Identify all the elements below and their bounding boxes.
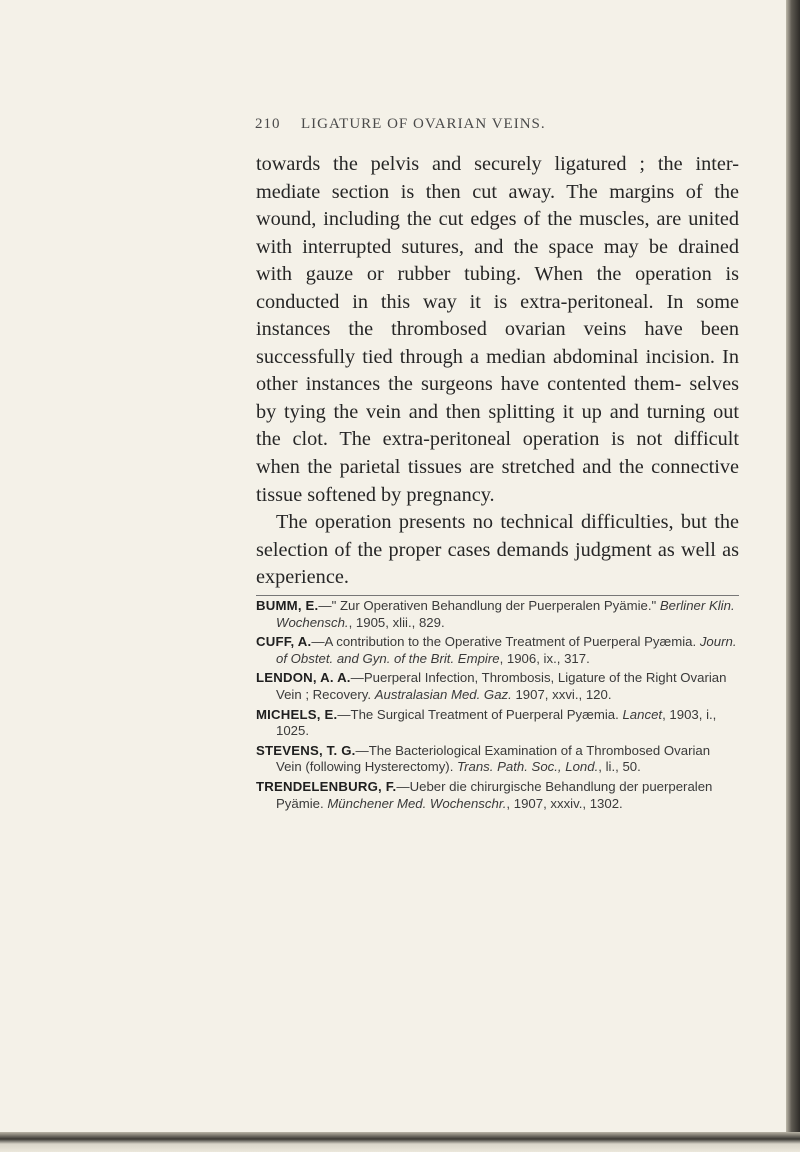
reference-text: —Puerperal Infection, Thrombosis, Ligature of the Right Ovarian Vein ; Recovery. [276,670,727,702]
reference-details: , 1906, ix., 317. [499,650,590,666]
reference-details: , 1903, i., 1025. [276,706,717,739]
reference-author: TRENDELENBURG, F. [256,778,397,794]
reference-author: MICHELS, E. [256,706,338,722]
reference-text: —Ueber die chirurgische Behandlung der puerperalen Pyämie. [276,778,713,811]
reference-text: —A contribution to the Operative Treatment of Puerperal Pyæmia. [311,634,700,650]
reference-journal: Münchener Med. Wochenschr. [327,795,507,811]
section-divider [256,595,739,596]
reference-item [256,598,739,631]
paragraph: towards the pelvis and securely ligatured ; the inter- mediate section is then cut away. The margins of the wound, including the cut edges of the muscles, are united with interrupted sutures, and the space may be drained with gauze or rubber tubing. When the operation is conducted in this way it is extra-peritoneal. In some instances the thrombosed ovarian veins have been successfully tied through a median abdominal incision. In other instances the surgeons have contented them- selves by tying the vein and then splitting it up and turning out the clot. The extra-peritoneal operation is not difficult when the parietal tissues are stretched and the connective tissue softened by pregnancy. [256,153,739,506]
reference-journal: Trans. Path. Soc., Lond. [457,759,599,775]
reference-journal: Berliner Klin. Wochensch. [276,598,735,630]
reference-journal: Lancet [622,706,663,722]
reference-author: LENDON, A. A. [256,670,351,686]
reference-details: , 1905, xlii., 829. [348,614,445,630]
reference-details: , 1907, xxxiv., 1302. [506,795,623,811]
reference-item [256,670,739,703]
reference-details: , li., 50. [598,759,641,775]
reference-author: STEVENS, T. G. [256,742,356,758]
running-title: LIGATURE OF OVARIAN VEINS. [301,116,546,132]
references-list [256,598,739,815]
reference-author: BUMM, E. [256,598,319,613]
paragraph: The operation presents no technical difficulties, but the selection of the proper cases demands judgment as well as experience. [256,511,739,589]
reference-item [256,743,739,776]
reference-text: —The Bacteriological Examination of a Thrombosed Ovarian Vein (following Hysterectomy). [276,742,711,775]
page-bottom-edge [0,1132,800,1152]
page-header [0,116,786,140]
reference-item [256,779,739,812]
reference-text: —The Surgical Treatment of Puerperal Pyæmia. [337,706,623,722]
reference-author: CUFF, A. [256,634,312,650]
reference-item [256,707,739,740]
reference-journal: Journ. of Obstet. and Gyn. of the Brit. Empire [276,634,737,666]
body-text [256,151,739,592]
reference-text: —" Zur Operativen Behandlung der Puerperalen Pyämie." [318,598,660,613]
page-number: 210 [255,116,281,132]
reference-details: 1907, xxvi., 120. [511,686,612,702]
reference-item [256,634,739,667]
reference-journal: Australasian Med. Gaz. [374,686,512,702]
page-edge-shadow [786,0,800,1152]
